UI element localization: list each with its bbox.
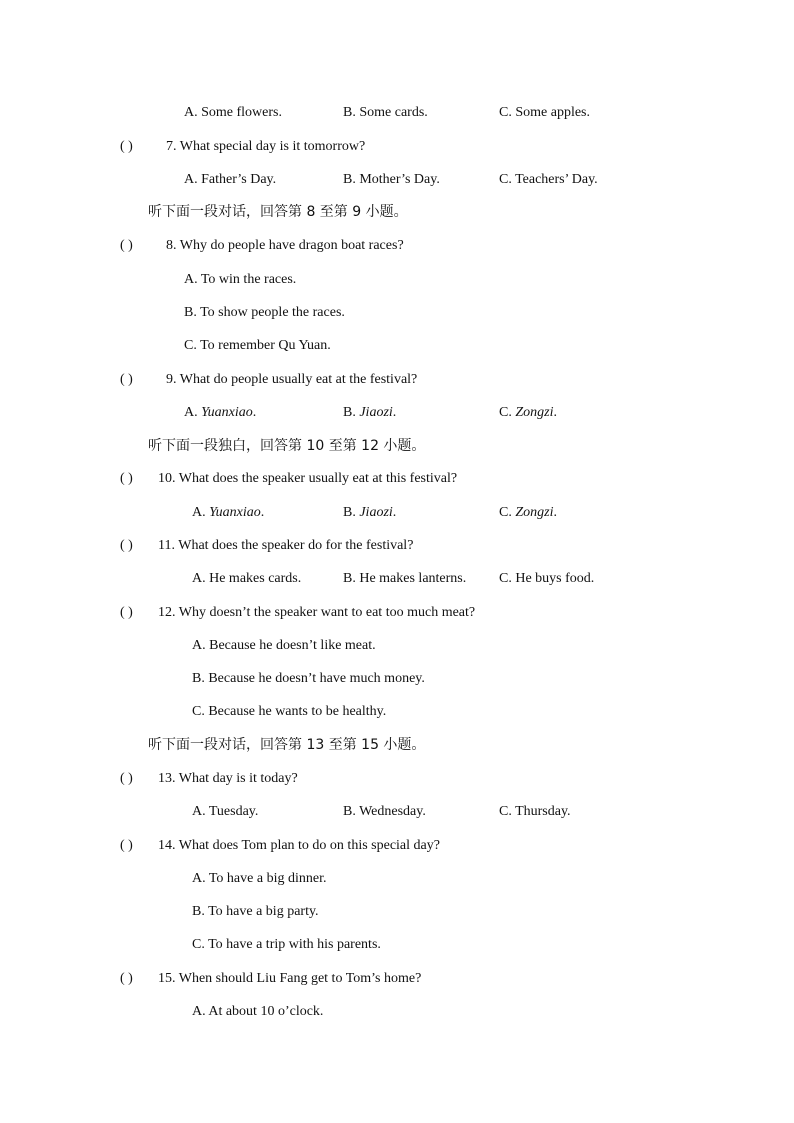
- q10-option-c: C. Zongzi.: [499, 505, 557, 520]
- question-text: 8. Why do people have dragon boat races?: [166, 238, 404, 253]
- q12-option-c: C. Because he wants to be healthy.: [192, 704, 387, 719]
- q13-option-a: A. Tuesday.: [192, 804, 259, 819]
- q7-option-a: A. Father’s Day.: [184, 172, 277, 187]
- answer-blank[interactable]: ( ): [120, 838, 133, 853]
- answer-blank[interactable]: ( ): [120, 139, 133, 154]
- q9-option-b: B. Jiaozi.: [343, 405, 397, 420]
- q13-option-b: B. Wednesday.: [343, 804, 426, 819]
- question-text: 15. When should Liu Fang get to Tom’s home?: [158, 971, 422, 986]
- section-heading-2: 听下面一段独白，回答第 10 至第 12 小题。: [148, 438, 426, 454]
- q10-option-b: B. Jiaozi.: [343, 505, 397, 520]
- q7-option-b: B. Mother’s Day.: [343, 172, 440, 187]
- q8-option-a: A. To win the races.: [184, 272, 297, 287]
- answer-blank[interactable]: ( ): [120, 372, 133, 387]
- q12-option-b: B. Because he doesn’t have much money.: [192, 671, 425, 686]
- question-text: 12. Why doesn’t the speaker want to eat too much meat?: [158, 605, 476, 620]
- q6-option-b: B. Some cards.: [343, 105, 428, 120]
- q11-option-a: A. He makes cards.: [192, 571, 302, 586]
- question-text: 13. What day is it today?: [158, 771, 298, 786]
- q11-option-c: C. He buys food.: [499, 571, 595, 586]
- q11-option-b: B. He makes lanterns.: [343, 571, 467, 586]
- answer-blank[interactable]: ( ): [120, 605, 133, 620]
- q9-option-a: A. Yuanxiao.: [184, 405, 257, 420]
- section-heading-3: 听下面一段对话，回答第 13 至第 15 小题。: [148, 737, 426, 753]
- answer-blank[interactable]: ( ): [120, 971, 133, 986]
- question-text: 9. What do people usually eat at the festival?: [166, 372, 418, 387]
- q14-option-c: C. To have a trip with his parents.: [192, 937, 381, 952]
- section-heading-1: 听下面一段对话，回答第 8 至第 9 小题。: [148, 204, 408, 220]
- q8-option-b: B. To show people the races.: [184, 305, 345, 320]
- q14-option-a: A. To have a big dinner.: [192, 871, 327, 886]
- q12-option-a: A. Because he doesn’t like meat.: [192, 638, 376, 653]
- q8-option-c: C. To remember Qu Yuan.: [184, 338, 331, 353]
- q6-option-c: C. Some apples.: [499, 105, 590, 120]
- question-text: 14. What does Tom plan to do on this special day?: [158, 838, 440, 853]
- q14-option-b: B. To have a big party.: [192, 904, 319, 919]
- answer-blank[interactable]: ( ): [120, 471, 133, 486]
- q9-option-c: C. Zongzi.: [499, 405, 557, 420]
- answer-blank[interactable]: ( ): [120, 538, 133, 553]
- question-text: 7. What special day is it tomorrow?: [166, 139, 366, 154]
- q13-option-c: C. Thursday.: [499, 804, 571, 819]
- q10-option-a: A. Yuanxiao.: [192, 505, 265, 520]
- q15-option-a: A. At about 10 o’clock.: [192, 1004, 324, 1019]
- answer-blank[interactable]: ( ): [120, 771, 133, 786]
- question-text: 10. What does the speaker usually eat at this festival?: [158, 471, 458, 486]
- q6-option-a: A. Some flowers.: [184, 105, 282, 120]
- answer-blank[interactable]: ( ): [120, 238, 133, 253]
- q7-option-c: C. Teachers’ Day.: [499, 172, 598, 187]
- question-text: 11. What does the speaker do for the festival?: [158, 538, 414, 553]
